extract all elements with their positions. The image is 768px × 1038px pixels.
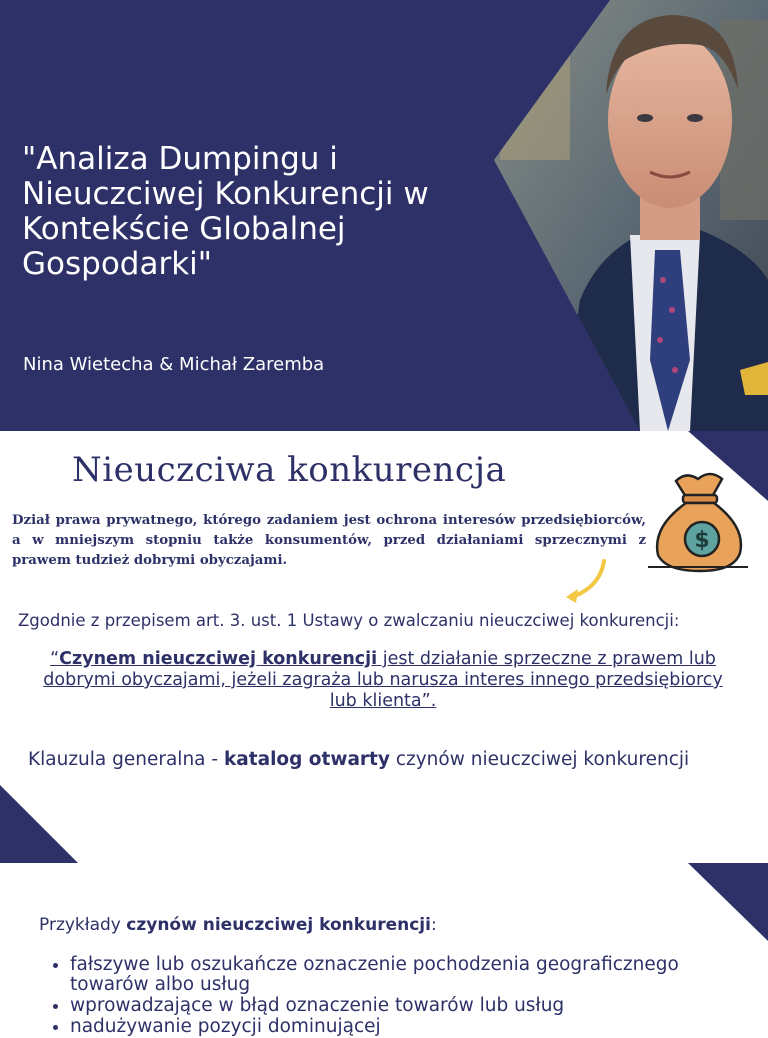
definition-text: Dział prawa prywatnego, którego zadaniem jest ochrona interesów przedsiębiorców, a w mniejszym stopniu także konsumentów, przed działaniami sprzecznymi z prawem tudzież dobrymi obyczajami. bbox=[12, 513, 646, 568]
label-suffix: : bbox=[430, 915, 437, 935]
statute-intro: Zgodnie z przepisem art. 3. ust. 1 Ustawy o zwalczaniu nieuczciwej konkurencji: bbox=[18, 611, 680, 630]
presentation-title: "Analiza Dumpingu i Nieuczciwej Konkurencji w Kontekście Globalnej Gospodarki" bbox=[22, 141, 429, 282]
unfair-competition-slide bbox=[0, 431, 768, 863]
clause-prefix: Klauzula generalna - bbox=[28, 749, 224, 770]
examples-label bbox=[39, 915, 437, 935]
quote-bold: Czynem nieuczciwej konkurencji bbox=[59, 649, 378, 669]
curved-arrow-icon bbox=[560, 557, 610, 607]
slide-heading: Nieuczciwa konkurencja bbox=[72, 450, 507, 490]
quote-open-mark: “ bbox=[50, 649, 60, 669]
quote-rest: jest działanie sprzeczne z prawem lub dobrymi obyczajami, jeżeli zagraża lub narusza interes innego przedsiębiorcy lub klienta”. bbox=[43, 649, 723, 711]
corner-decoration bbox=[688, 863, 768, 941]
corner-decoration bbox=[0, 785, 78, 863]
clause-bold: katalog otwarty bbox=[223, 749, 390, 770]
list-item: • wprowadzające w błąd oznaczenie towarów lub usług bbox=[70, 996, 750, 1016]
list-item: • fałszywe lub oszukańcze oznaczenie pochodzenia geograficznego towarów albo usług bbox=[70, 955, 750, 995]
examples-list bbox=[42, 955, 750, 1038]
examples-slide bbox=[0, 863, 768, 1037]
authors: Nina Wietecha & Michał Zaremba bbox=[23, 354, 325, 375]
clause-suffix: czynów nieuczciwej konkurencji bbox=[389, 749, 690, 770]
list-item: • nadużywanie pozycji dominującej bbox=[70, 1017, 750, 1037]
label-prefix: Przykłady bbox=[39, 915, 127, 935]
label-bold: czynów nieuczciwej konkurencji bbox=[126, 915, 431, 935]
title-slide bbox=[0, 0, 768, 431]
svg-text:$: $ bbox=[694, 528, 710, 553]
statute-quote bbox=[30, 649, 736, 712]
general-clause bbox=[28, 749, 689, 770]
money-bag-icon bbox=[646, 467, 750, 575]
